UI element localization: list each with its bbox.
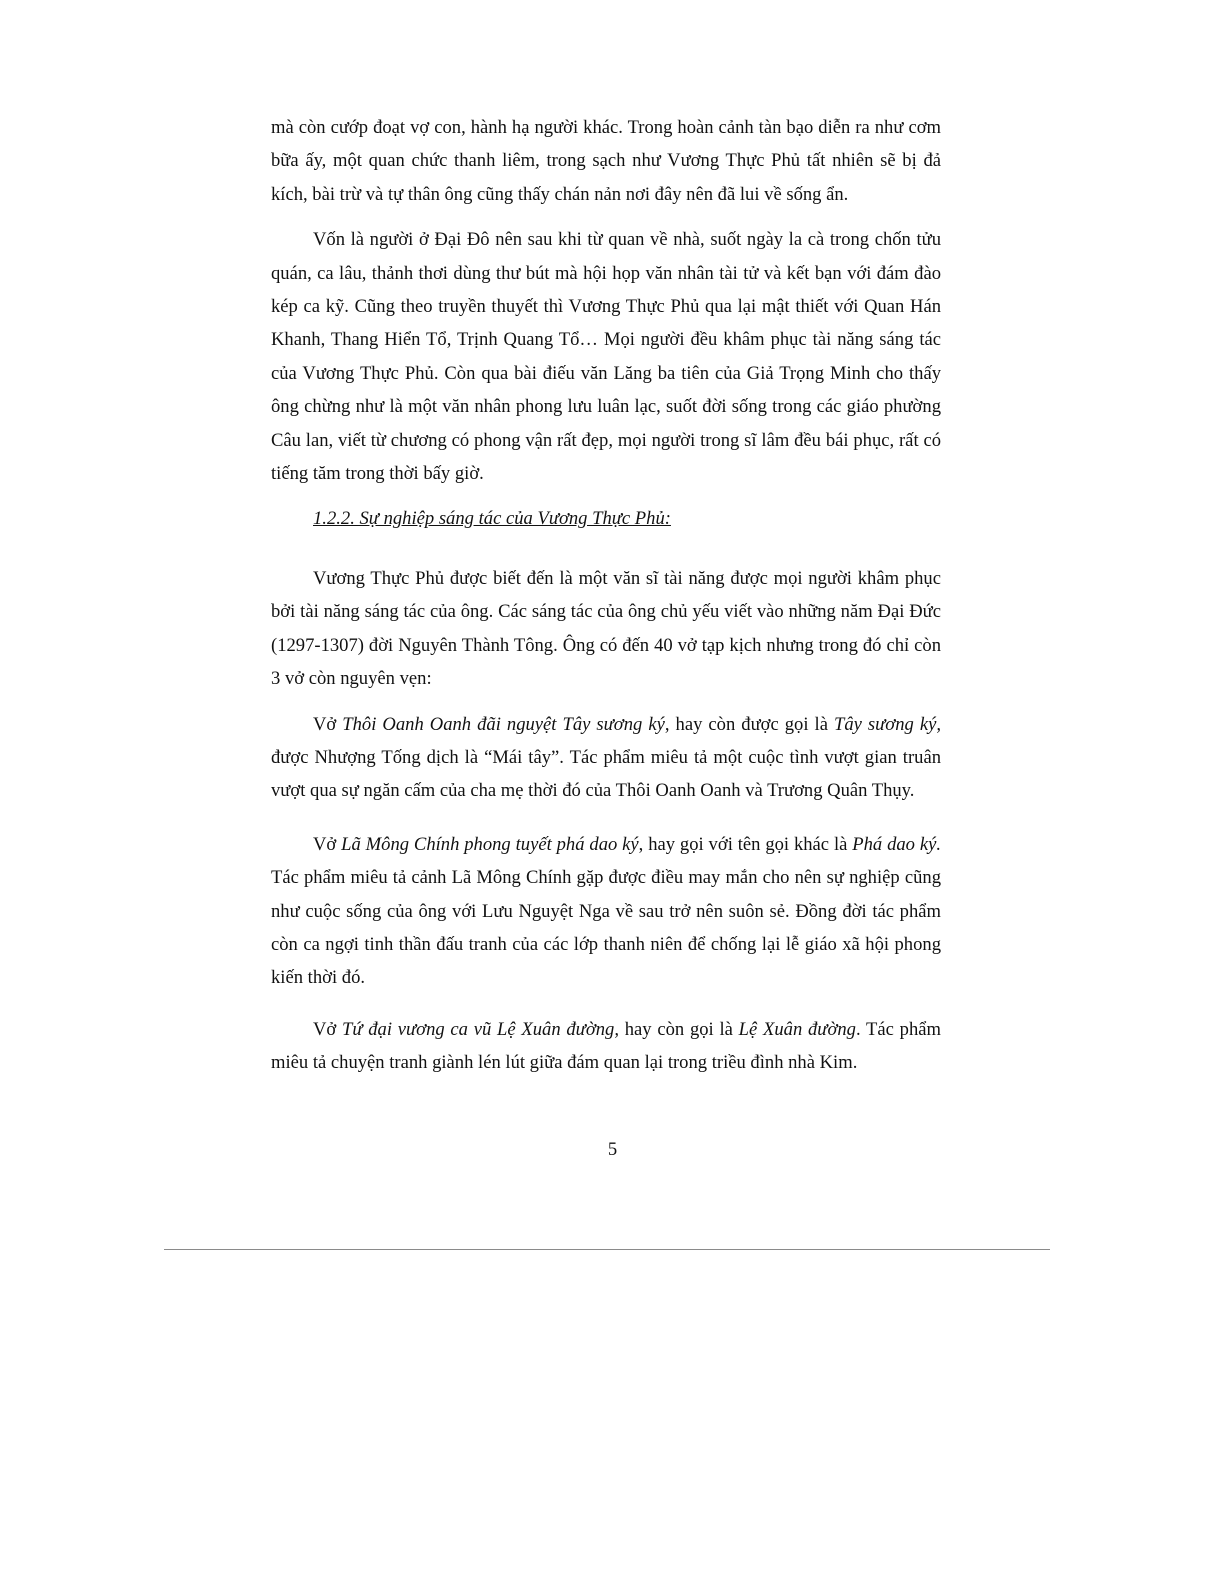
play-lead: Vở xyxy=(313,713,343,735)
play-alt-title: Tây sương ký, xyxy=(834,713,941,735)
section-heading: 1.2.2. Sự nghiệp sáng tác của Vương Thực Phủ: xyxy=(313,508,671,530)
play-text: . Tác phẩm miêu tả chuyện tranh giành lén lút giữa đám quan lại trong triều đình nhà Kim. xyxy=(271,1018,941,1074)
page-number: 5 xyxy=(607,1139,618,1160)
body-paragraph: mà còn cướp đoạt vợ con, hành hạ người khác. Trong hoàn cảnh tàn bạo diễn ra như cơm bữa ấy, một quan chức thanh liêm, trong sạch như Vương Thực Phủ tất nhiên sẽ bị đả kích, bài trừ và tự thân ông cũng thấy chán nản nơi đây nên đã lui về sống ẩn. xyxy=(271,117,941,205)
play-alt-title: Lệ Xuân đường xyxy=(738,1018,856,1040)
play-paragraph xyxy=(271,828,941,995)
play-paragraph xyxy=(271,1013,941,1080)
play-text: Tác phẩm miêu tả cảnh Lã Mông Chính gặp được điều may mắn cho nên sự nghiệp cũng như cuộc sống của ông với Lưu Nguyệt Nga về sau trở nên suôn sẻ. Đồng đời tác phẩm còn ca ngợi tinh thần đấu tranh của các lớp thanh niên để chống lại lễ giáo xã hội phong kiến thời đó. xyxy=(271,867,941,989)
play-title: Thôi Oanh Oanh đãi nguyệt Tây sương ký xyxy=(342,713,665,735)
play-text: , hay còn được gọi là xyxy=(664,713,834,735)
play-alt-title: Phá dao ký. xyxy=(852,833,942,855)
play-paragraph xyxy=(271,708,941,808)
play-title: Tứ đại vương ca vũ Lệ Xuân đường, xyxy=(342,1018,619,1040)
play-text: được Nhượng Tống dịch là “Mái tây”. Tác phẩm miêu tả một cuộc tình vượt gian truân vượt qua sự ngăn cấm của cha mẹ thời đó của Thôi Oanh Oanh và Trương Quân Thụy. xyxy=(271,746,941,802)
body-paragraph: Vốn là người ở Đại Đô nên sau khi từ quan về nhà, suốt ngày la cà trong chốn tửu quán, ca lâu, thảnh thơi dùng thư bút mà hội họp văn nhân tài tử và kết bạn với đám đào kép ca kỹ. Cũng theo truyền thuyết thì Vương Thực Phủ qua lại mật thiết với Quan Hán Khanh, Thang Hiển Tổ, Trịnh Quang Tổ… Mọi người đều khâm phục tài năng sáng tác của Vương Thực Phủ. Còn qua bài điếu văn Lăng ba tiên của Giả Trọng Minh cho thấy ông chừng như là một văn nhân phong lưu luân lạc, suốt đời sống trong các giáo phường Câu lan, viết từ chương có phong vận rất đẹp, mọi người trong sĩ lâm đều bái phục, rất có tiếng tăm trong thời bấy giờ. xyxy=(271,229,941,485)
play-text: , hay gọi với tên gọi khác là xyxy=(638,833,853,855)
document-page xyxy=(271,111,941,1080)
play-text: hay còn gọi là xyxy=(619,1018,739,1040)
body-paragraph: Vương Thực Phủ được biết đến là một văn sĩ tài năng được mọi người khâm phục bởi tài năng sáng tác của ông. Các sáng tác của ông chủ yếu viết vào những năm Đại Đức (1297-1307) đời Nguyên Thành Tông. Ông có đến 40 vở tạp kịch nhưng trong đó chỉ còn 3 vở còn nguyên vẹn: xyxy=(271,567,941,690)
page-separator xyxy=(164,1249,1050,1250)
play-lead: Vở xyxy=(313,833,342,855)
play-title: Lã Mông Chính phong tuyết phá dao ký xyxy=(341,833,639,855)
play-lead: Vở xyxy=(313,1018,343,1040)
